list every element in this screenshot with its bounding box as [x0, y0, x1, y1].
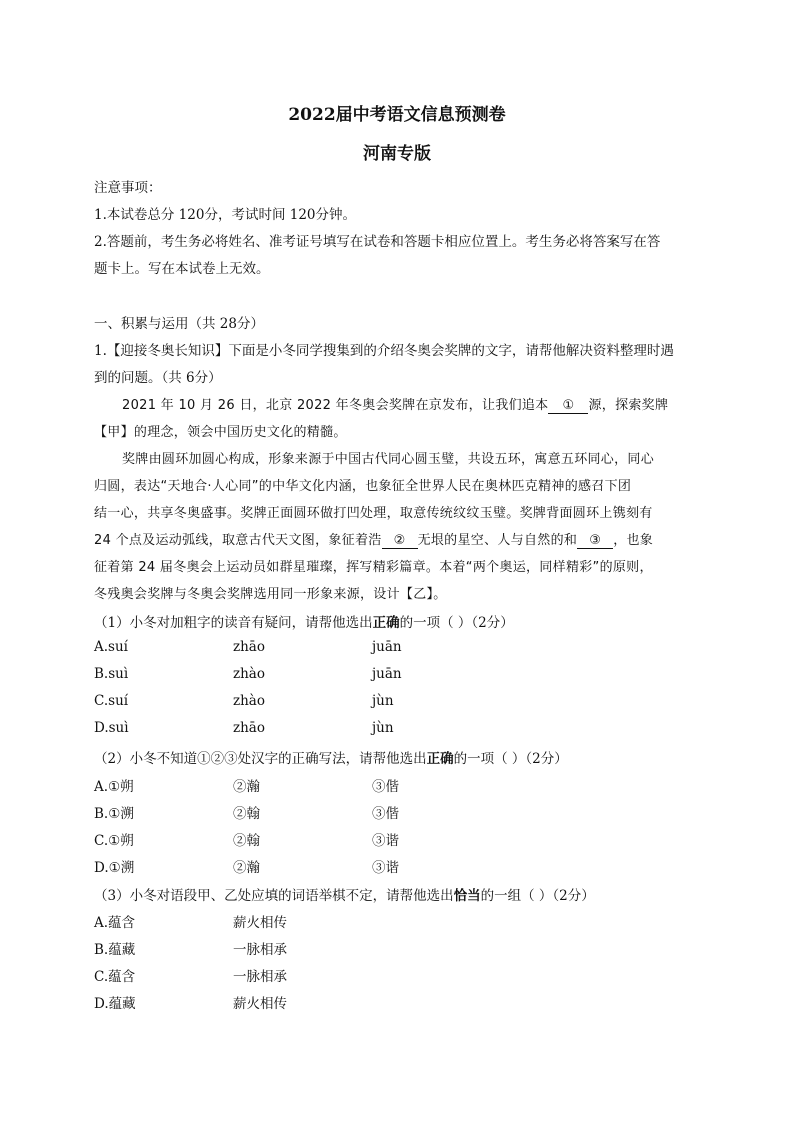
option-c-word-1[interactable]: C.蕴含 — [94, 969, 136, 985]
option-c-pinyin-3: jùn — [372, 693, 394, 709]
option-b-word-2: 一脉相承 — [233, 942, 287, 958]
stem-text: 的一组（ ）（2分） — [480, 888, 595, 904]
option-b-char-3: ③偕 — [372, 806, 399, 822]
exam-title: 2022届中考语文信息预测卷 — [288, 105, 506, 125]
passage-text: 2021 年 10 月 26 日，北京 2022 年冬奥会奖牌在京发布，让我们追本 — [122, 398, 549, 413]
exam-subtitle: 河南专版 — [363, 144, 431, 164]
option-d-word-2: 薪火相传 — [233, 996, 287, 1012]
option-b-pinyin-1[interactable]: B.suì — [94, 666, 129, 682]
option-d-pinyin-3: jùn — [372, 720, 394, 736]
option-b-pinyin-3: juān — [372, 666, 402, 682]
blank-3: ③ — [577, 533, 613, 549]
option-b-char-1[interactable]: B.①溯 — [94, 806, 134, 822]
subquestion-3-stem — [94, 884, 595, 904]
notice-item-2-line-1: 2.答题前，考生务必将姓名、准考证号填写在试卷和答题卡相应位置上。考生务必将答案写在答 — [94, 234, 661, 250]
stem-text: 的一项（ ）（2分） — [453, 751, 568, 767]
option-d-pinyin-1[interactable]: D.suì — [94, 720, 129, 736]
passage-line-3: 奖牌由圆环加圆心构成，形象来源于中国古代同心圆玉璧，共设五环，寓意五环同心，同心 — [122, 452, 655, 467]
question-1-line-2: 到的问题。（共 6分） — [94, 370, 222, 386]
option-c-char-2: ②翰 — [233, 833, 260, 849]
option-a-pinyin-1[interactable]: A.suí — [94, 639, 128, 655]
option-c-pinyin-1[interactable]: C.suí — [94, 693, 129, 709]
notice-heading: 注意事项： — [94, 180, 162, 196]
stem-text: （3）小冬对语段甲、乙处应填的词语举棋不定，请帮他选出 — [94, 888, 454, 904]
question-1-line-1: 1.【迎接冬奥长知识】下面是小冬同学搜集到的介绍冬奥会奖牌的文字，请帮他解决资料整理时遇 — [94, 343, 674, 359]
passage-text: ，也象 — [613, 533, 654, 548]
option-c-char-1[interactable]: C.①朔 — [94, 833, 134, 849]
option-b-word-1[interactable]: B.蕴藏 — [94, 942, 136, 958]
option-b-pinyin-2: zhào — [233, 666, 265, 682]
stem-text: 的一项（ ）（2分） — [399, 615, 514, 631]
option-c-pinyin-2: zhào — [233, 693, 265, 709]
option-d-pinyin-2: zhāo — [233, 720, 265, 736]
notice-item-2-line-2: 题卡上。写在本试卷上无效。 — [94, 261, 270, 277]
option-d-word-1[interactable]: D.蕴藏 — [94, 996, 136, 1012]
blank-2: ② — [382, 533, 418, 549]
option-d-char-2: ②瀚 — [233, 860, 260, 876]
stem-emphasis: 正确 — [372, 615, 400, 631]
passage-line-4: 归圆，表达“天地合·人心同”的中华文化内涵，也象征全世界人民在奥林匹克精神的感召下团 — [94, 479, 632, 494]
passage-line-2: 【甲】的理念，领会中国历史文化的精髓。 — [94, 425, 347, 440]
passage-line-7: 征着第 24 届冬奥会上运动员如群星璀璨，挥写精彩篇章。本着“两个奥运，同样精彩”的原则， — [94, 560, 653, 575]
option-a-pinyin-2: zhāo — [233, 639, 265, 655]
blank-1: ① — [548, 398, 588, 414]
passage-line-8: 冬残奥会奖牌与冬奥会奖牌选用同一形象来源，设计【乙】。 — [94, 587, 447, 602]
passage-text: 24 个点及运动弧线，取意古代天文图，象征着浩 — [94, 533, 382, 548]
passage-line-6 — [94, 529, 653, 549]
stem-emphasis: 恰当 — [453, 888, 481, 904]
stem-emphasis: 正确 — [426, 751, 454, 767]
subquestion-2-stem — [94, 747, 568, 767]
passage-line-5: 结一心，共享冬奥盛事。奖牌正面圆环做打凹处理，取意传统纹纹玉璧。奖牌背面圆环上镌刻有 — [94, 506, 653, 521]
option-a-char-1[interactable]: A.①朔 — [94, 779, 134, 795]
option-a-char-2: ②瀚 — [233, 779, 260, 795]
passage-line-1 — [122, 394, 668, 414]
stem-text: （2）小冬不知道①②③处汉字的正确写法，请帮他选出 — [94, 751, 427, 767]
option-d-char-3: ③谐 — [372, 860, 399, 876]
option-c-word-2: 一脉相承 — [233, 969, 287, 985]
notice-item-1: 1.本试卷总分 120分，考试时间 120分钟。 — [94, 207, 356, 223]
section-1-heading: 一、积累与运用（共 28分） — [94, 316, 264, 332]
option-c-char-3: ③谐 — [372, 833, 399, 849]
passage-text: 源，探索奖牌 — [588, 398, 669, 413]
option-d-char-1[interactable]: D.①溯 — [94, 860, 135, 876]
passage-text: 无垠的星空、人与自然的和 — [417, 533, 578, 548]
option-b-char-2: ②翰 — [233, 806, 260, 822]
subquestion-1-stem — [94, 611, 514, 631]
option-a-char-3: ③偕 — [372, 779, 399, 795]
option-a-word-2: 薪火相传 — [233, 915, 287, 931]
option-a-pinyin-3: juān — [372, 639, 402, 655]
option-a-word-1[interactable]: A.蕴含 — [94, 915, 136, 931]
stem-text: （1）小冬对加粗字的读音有疑问，请帮他选出 — [94, 615, 373, 631]
